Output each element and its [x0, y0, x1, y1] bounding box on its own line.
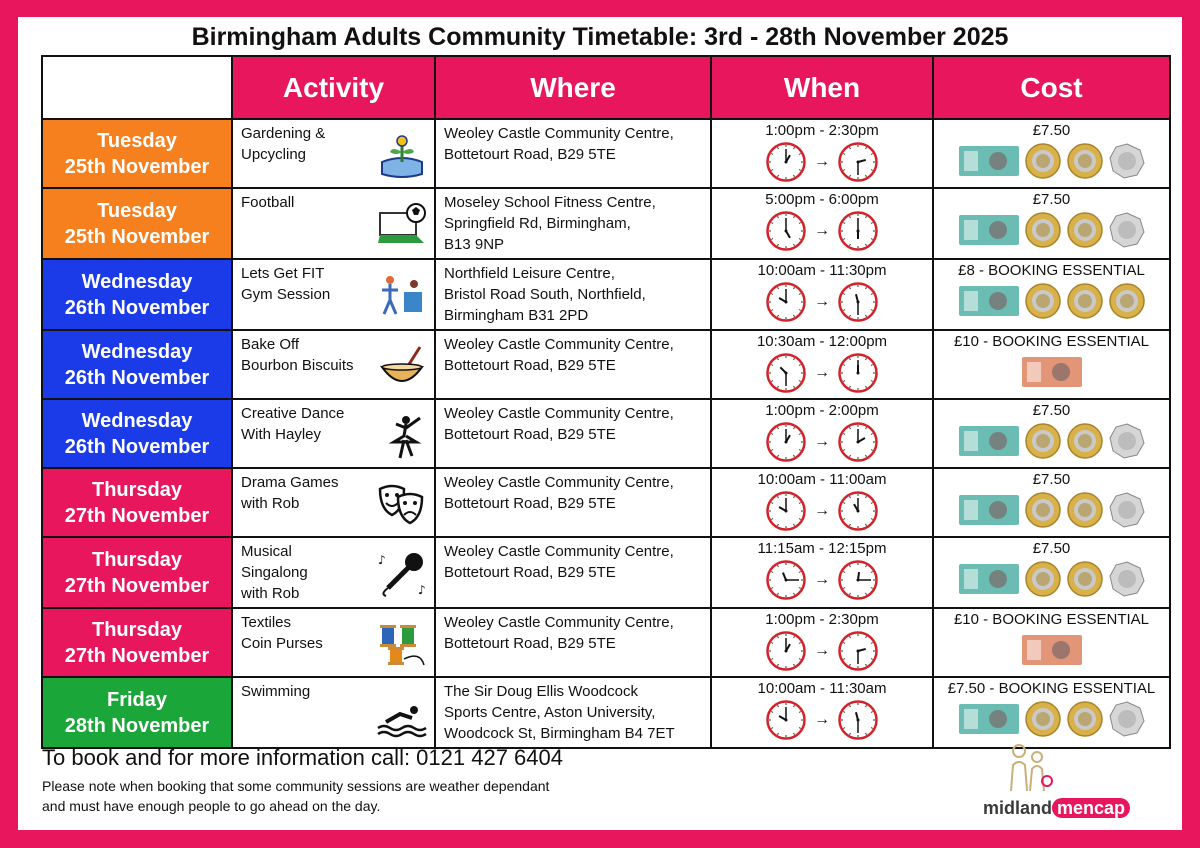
svg-text:♪: ♪	[378, 553, 386, 567]
cost-label: £7.50	[1032, 402, 1071, 419]
clocks	[712, 353, 932, 393]
start-clock-icon	[766, 353, 806, 393]
where-line: Woodcock St, Birmingham B4 7ET	[444, 725, 675, 742]
day-date: 27th November	[64, 574, 210, 597]
cost-cell	[933, 330, 1170, 399]
end-clock-icon	[838, 631, 878, 671]
when-cell	[711, 259, 933, 330]
activity-cell	[232, 259, 435, 330]
end-clock-icon	[838, 142, 878, 182]
arrow-icon: →	[814, 293, 830, 310]
day-date: 25th November	[64, 155, 210, 178]
activity-cell	[232, 468, 435, 537]
clocks	[712, 560, 932, 600]
pound-coin-icon	[1024, 282, 1062, 320]
activity-line: With Hayley	[241, 426, 322, 443]
when-cell	[711, 399, 933, 468]
clocks	[712, 142, 932, 182]
mixing-bowl-icon	[376, 343, 428, 391]
pound-coin-icon	[1024, 700, 1062, 738]
where-line: Bottetourt Road, B29 5TE	[444, 357, 616, 374]
swimmer-icon	[376, 690, 428, 738]
midland-mencap-logo	[983, 743, 1163, 823]
pound-coin-icon	[1066, 700, 1104, 738]
five-pound-note-icon	[958, 493, 1020, 527]
arrow-icon: →	[814, 571, 830, 588]
logo-mencap: mencap	[1052, 798, 1130, 818]
table-row	[42, 259, 1170, 330]
activity-line: Upcycling	[241, 146, 307, 163]
day-name: Friday	[106, 688, 168, 711]
when-cell	[711, 119, 933, 188]
start-clock-icon	[766, 211, 806, 251]
table-row	[42, 330, 1170, 399]
activity-line: Football	[241, 194, 295, 211]
pound-coin-icon	[1066, 211, 1104, 249]
fifty-pence-coin-icon	[1108, 491, 1146, 529]
footer-note-line1: Please note when booking that some community sessions are weather dependant	[42, 778, 550, 794]
activity-line: Swimming	[241, 683, 311, 700]
end-clock-icon	[838, 353, 878, 393]
cost-cell	[933, 608, 1170, 677]
time-range: 10:00am - 11:00am	[757, 471, 887, 488]
table-row	[42, 468, 1170, 537]
pound-coin-icon	[1024, 422, 1062, 460]
five-pound-note-icon	[958, 144, 1020, 178]
cost-label: £7.50	[1032, 191, 1071, 208]
where-line: Weoley Castle Community Centre,	[444, 405, 674, 422]
cost-label: £7.50	[1032, 471, 1071, 488]
activity-line: Creative Dance	[241, 405, 345, 422]
logo-text	[983, 798, 1130, 819]
arrow-icon: →	[814, 364, 830, 381]
pound-coin-icon	[1024, 560, 1062, 598]
clocks	[712, 700, 932, 740]
when-cell	[711, 330, 933, 399]
header-row	[42, 56, 1170, 119]
time-range: 1:00pm - 2:30pm	[765, 122, 879, 139]
fifty-pence-coin-icon	[1108, 700, 1146, 738]
start-clock-icon	[766, 631, 806, 671]
activity-line: Textiles	[241, 614, 292, 631]
activity-line: Coin Purses	[241, 635, 323, 652]
fifty-pence-coin-icon	[1108, 211, 1146, 249]
cost-label: £7.50	[1032, 540, 1071, 557]
where-cell	[435, 677, 711, 748]
where-cell	[435, 119, 711, 188]
header-blank	[42, 56, 232, 119]
activity-cell	[232, 119, 435, 188]
time-range: 10:00am - 11:30pm	[757, 262, 887, 279]
activity-line: with Rob	[241, 495, 300, 512]
cost-cell	[933, 537, 1170, 608]
cost-label: £10 - BOOKING ESSENTIAL	[953, 333, 1150, 350]
drama-masks-icon	[376, 481, 428, 529]
start-clock-icon	[766, 491, 806, 531]
pound-coin-icon	[1024, 491, 1062, 529]
day-cell	[42, 330, 232, 399]
arrow-icon: →	[814, 502, 830, 519]
activity-line: Lets Get FIT	[241, 265, 325, 282]
arrow-icon: →	[814, 153, 830, 170]
start-clock-icon	[766, 560, 806, 600]
activity-cell	[232, 188, 435, 259]
where-cell	[435, 608, 711, 677]
where-cell	[435, 330, 711, 399]
where-line: Bottetourt Road, B29 5TE	[444, 635, 616, 652]
time-range: 10:30am - 12:00pm	[756, 333, 888, 350]
cost-cell	[933, 677, 1170, 748]
activity-line: Drama Games	[241, 474, 339, 491]
day-cell	[42, 188, 232, 259]
day-name: Thursday	[91, 618, 183, 641]
where-line: Bottetourt Road, B29 5TE	[444, 146, 616, 163]
end-clock-icon	[838, 282, 878, 322]
day-cell	[42, 399, 232, 468]
activity-cell	[232, 677, 435, 748]
day-cell	[42, 537, 232, 608]
dancer-icon	[376, 412, 428, 460]
five-pound-note-icon	[958, 213, 1020, 247]
time-range: 10:00am - 11:30am	[757, 680, 887, 697]
where-cell	[435, 188, 711, 259]
table-row	[42, 537, 1170, 608]
start-clock-icon	[766, 422, 806, 462]
timetable-table	[41, 55, 1171, 749]
header-when: When	[711, 56, 933, 119]
arrow-icon: →	[814, 642, 830, 659]
when-cell	[711, 537, 933, 608]
time-range: 1:00pm - 2:30pm	[765, 611, 879, 628]
pound-coin-icon	[1024, 211, 1062, 249]
arrow-icon: →	[814, 711, 830, 728]
where-line: Sports Centre, Aston University,	[444, 704, 656, 721]
where-line: Bottetourt Road, B29 5TE	[444, 495, 616, 512]
end-clock-icon	[838, 422, 878, 462]
day-cell	[42, 259, 232, 330]
activity-line: Singalong	[241, 564, 308, 581]
day-cell	[42, 608, 232, 677]
activity-line: Bake Off	[241, 336, 300, 353]
activity-cell	[232, 608, 435, 677]
clocks	[712, 631, 932, 671]
thread-spools-icon	[376, 621, 428, 669]
day-name: Thursday	[91, 548, 183, 571]
day-name: Tuesday	[97, 199, 177, 222]
activity-line: with Rob	[241, 585, 300, 602]
clocks	[712, 282, 932, 322]
money-icons	[934, 423, 1169, 459]
pound-coin-icon	[1066, 282, 1104, 320]
day-date: 26th November	[64, 435, 210, 458]
five-pound-note-icon	[958, 424, 1020, 458]
activity-line: Bourbon Biscuits	[241, 357, 354, 374]
where-line: Weoley Castle Community Centre,	[444, 614, 674, 631]
activity-line: Gym Session	[241, 286, 331, 303]
five-pound-note-icon	[958, 284, 1020, 318]
when-cell	[711, 608, 933, 677]
day-name: Tuesday	[97, 129, 177, 152]
day-name: Wednesday	[81, 409, 193, 432]
football-goal-icon	[376, 201, 428, 249]
day-date: 27th November	[64, 504, 210, 527]
five-pound-note-icon	[958, 562, 1020, 596]
money-icons	[934, 632, 1169, 668]
pound-coin-icon	[1066, 142, 1104, 180]
footer-note-line2: and must have enough people to go ahead on the day.	[42, 798, 381, 814]
table-row	[42, 608, 1170, 677]
day-date: 27th November	[64, 644, 210, 667]
where-line: Northfield Leisure Centre,	[444, 265, 615, 282]
when-cell	[711, 468, 933, 537]
fifty-pence-coin-icon	[1108, 142, 1146, 180]
day-cell	[42, 119, 232, 188]
money-icons	[934, 354, 1169, 390]
where-line: Bottetourt Road, B29 5TE	[444, 564, 616, 581]
day-name: Wednesday	[81, 340, 193, 363]
where-line: Bottetourt Road, B29 5TE	[444, 426, 616, 443]
svg-text:♪: ♪	[418, 583, 426, 597]
cost-label: £10 - BOOKING ESSENTIAL	[953, 611, 1150, 628]
ten-pound-note-icon	[1021, 633, 1083, 667]
where-line: Weoley Castle Community Centre,	[444, 336, 674, 353]
day-date: 26th November	[64, 366, 210, 389]
fifty-pence-coin-icon	[1108, 560, 1146, 598]
when-cell	[711, 188, 933, 259]
end-clock-icon	[838, 491, 878, 531]
day-date: 26th November	[64, 296, 210, 319]
booking-phone: To book and for more information call: 0121 427 6404	[42, 745, 563, 770]
activity-cell	[232, 330, 435, 399]
start-clock-icon	[766, 142, 806, 182]
where-line: Weoley Castle Community Centre,	[444, 125, 674, 142]
money-icons	[934, 283, 1169, 319]
time-range: 11:15am - 12:15pm	[757, 540, 887, 557]
five-pound-note-icon	[958, 702, 1020, 736]
activity-cell	[232, 537, 435, 608]
where-line: Weoley Castle Community Centre,	[444, 543, 674, 560]
ten-pound-note-icon	[1021, 355, 1083, 389]
money-icons	[934, 561, 1169, 597]
cost-cell	[933, 468, 1170, 537]
money-icons	[934, 143, 1169, 179]
end-clock-icon	[838, 211, 878, 251]
time-range: 5:00pm - 6:00pm	[765, 191, 879, 208]
gym-icon	[376, 272, 428, 320]
header-where: Where	[435, 56, 711, 119]
day-name: Wednesday	[81, 270, 193, 293]
clocks	[712, 422, 932, 462]
activity-line: Musical	[241, 543, 292, 560]
start-clock-icon	[766, 282, 806, 322]
end-clock-icon	[838, 700, 878, 740]
pound-coin-icon	[1066, 491, 1104, 529]
header-activity: Activity	[232, 56, 435, 119]
cost-label: £7.50	[1032, 122, 1071, 139]
arrow-icon: →	[814, 433, 830, 450]
cost-cell	[933, 119, 1170, 188]
timetable-sheet	[18, 17, 1182, 830]
clocks	[712, 211, 932, 251]
end-clock-icon	[838, 560, 878, 600]
money-icons	[934, 212, 1169, 248]
fifty-pence-coin-icon	[1108, 422, 1146, 460]
cost-cell	[933, 188, 1170, 259]
header-cost: Cost	[933, 56, 1170, 119]
pound-coin-icon	[1066, 560, 1104, 598]
where-line: B13 9NP	[444, 236, 505, 253]
day-date: 25th November	[64, 225, 210, 248]
where-cell	[435, 468, 711, 537]
cost-label: £8 - BOOKING ESSENTIAL	[958, 262, 1145, 279]
money-icons	[934, 492, 1169, 528]
table-row	[42, 188, 1170, 259]
cost-label: £7.50 - BOOKING ESSENTIAL	[947, 680, 1156, 697]
cost-cell	[933, 399, 1170, 468]
cost-cell	[933, 259, 1170, 330]
arrow-icon: →	[814, 222, 830, 239]
plant-bottle-icon	[376, 132, 428, 180]
activity-cell	[232, 399, 435, 468]
microphone-icon	[376, 550, 428, 598]
table-row	[42, 119, 1170, 188]
day-cell	[42, 468, 232, 537]
where-line: Springfield Rd, Birmingham,	[444, 215, 631, 232]
money-icons	[934, 701, 1169, 737]
day-date: 28th November	[64, 714, 210, 737]
footer-note	[42, 776, 682, 816]
page-title: Birmingham Adults Community Timetable: 3rd - 28th November 2025	[191, 23, 1009, 51]
activity-line: Gardening &	[241, 125, 326, 142]
day-cell	[42, 677, 232, 748]
logo-midland: midland	[983, 798, 1053, 818]
when-cell	[711, 677, 933, 748]
family-figures-icon	[1005, 743, 1053, 793]
where-cell	[435, 399, 711, 468]
table-row	[42, 677, 1170, 748]
where-cell	[435, 259, 711, 330]
where-line: The Sir Doug Ellis Woodcock	[444, 683, 638, 700]
pound-coin-icon	[1024, 142, 1062, 180]
time-range: 1:00pm - 2:00pm	[765, 402, 879, 419]
where-line: Birmingham B31 2PD	[444, 307, 589, 324]
where-line: Weoley Castle Community Centre,	[444, 474, 674, 491]
start-clock-icon	[766, 700, 806, 740]
table-row	[42, 399, 1170, 468]
clocks	[712, 491, 932, 531]
where-cell	[435, 537, 711, 608]
where-line: Moseley School Fitness Centre,	[444, 194, 656, 211]
day-name: Thursday	[91, 478, 183, 501]
where-line: Bristol Road South, Northfield,	[444, 286, 646, 303]
pound-coin-icon	[1108, 282, 1146, 320]
pound-coin-icon	[1066, 422, 1104, 460]
